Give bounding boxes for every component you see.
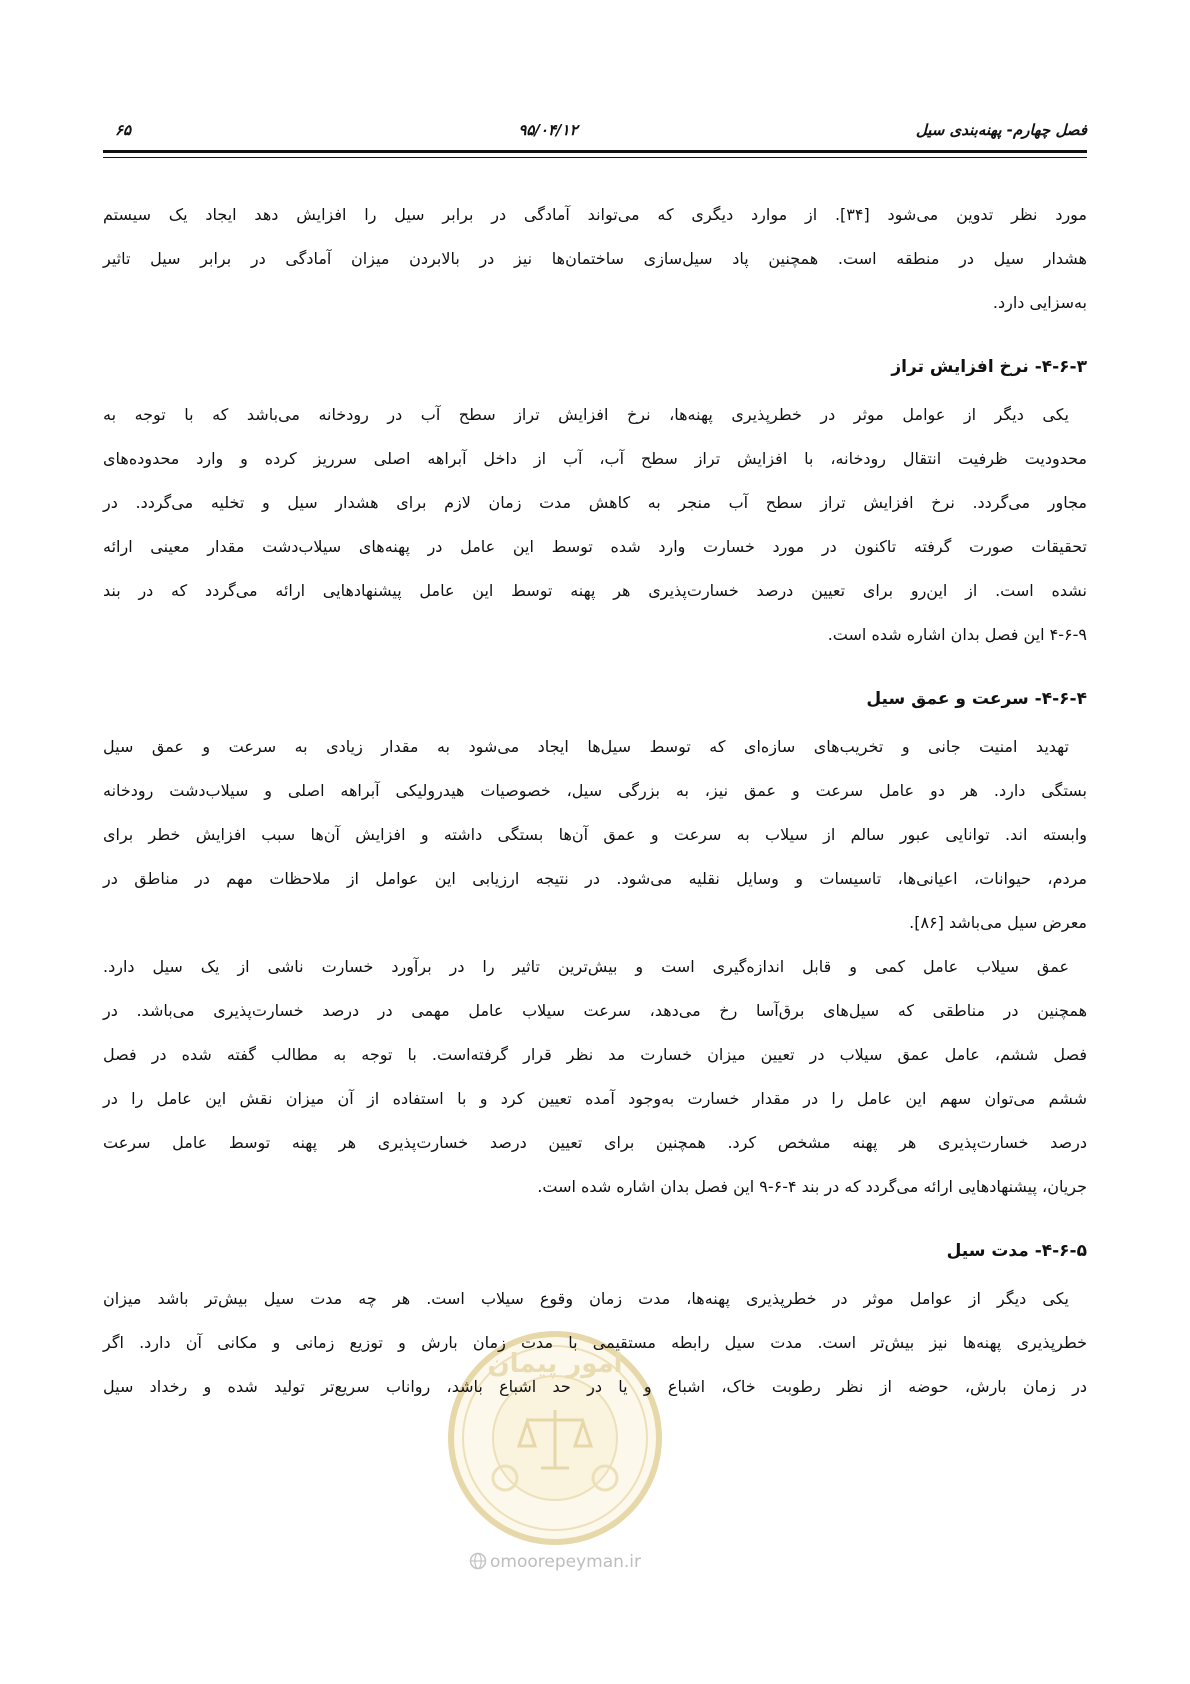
paragraph <box>103 945 1087 1209</box>
paragraph-line: تحقیقات صورت گرفته تاکنون در مورد خسارت وارد شده توسط این عامل در پهنه‌های سیلاب‌دشت مقدار معینی ارائه <box>103 537 1087 556</box>
paragraph-line: درصد خسارت‌پذیری هر پهنه مشخص کرد. همچنین برای تعیین درصد خسارت‌پذیری هر پهنه توسط عامل سرعت <box>103 1133 1087 1152</box>
header-rule-thick <box>103 150 1087 153</box>
site-url: omoorepeyman.ir <box>489 1552 642 1572</box>
paragraph-line: مردم، حیوانات، اعیانی‌ها، تاسیسات و وسایل نقلیه می‌شود. در نتیجه ارزیابی این عوامل از ملاحظات مهم در مناطق در <box>103 869 1087 888</box>
chapter-title: فصل چهارم- پهنه‌بندی سیل <box>915 121 1087 139</box>
paragraph-line: مورد نظر تدوین می‌شود [۳۴]. از موارد دیگری که می‌تواند آمادگی در برابر سیل را افزایش دهد ایجاد یک سیستم <box>103 205 1088 224</box>
paragraph <box>103 193 1087 325</box>
paragraph-line: هشدار سیل در منطقه است. همچنین پاد سیل‌سازی ساختمان‌ها نیز در بالابردن میزان آمادگی در برابر سیل تاثیر <box>103 249 1087 268</box>
paragraph-line: وابسته اند. توانایی عبور سالم از سیلاب به سرعت و عمق آن‌ها بستگی داشته و افزایش آن‌ها سبب افزایش خطر برای <box>103 825 1087 844</box>
paragraph-line: محدودیت ظرفیت انتقال رودخانه، با افزایش تراز سطح آب، آب از داخل آبراهه اصلی سرریز کرده و وارد محدوده‌های <box>103 449 1087 468</box>
page-number: ۶۵ <box>115 121 132 139</box>
paragraph-line: ۴-۶-۹ این فصل بدان اشاره شده است. <box>827 625 1087 644</box>
paragraph-line: در زمان بارش، حوضه از نظر رطوبت خاک، اشباع و یا در حد اشباع باشد، رواناب سریع‌تر تولید شده و رخداد سیل <box>103 1377 1087 1396</box>
section-heading: ۴-۶-۵- مدت سیل <box>946 1241 1087 1261</box>
paragraph-line: یکی دیگر از عوامل موثر در خطرپذیری پهنه‌ها، مدت زمان وقوع سیلاب است. هر چه مدت سیل بیش‌تر باشد میزان <box>103 1289 1069 1308</box>
paragraph-line: ششم می‌توان سهم این عامل را در مقدار خسارت به‌وجود آمده تعیین کرد و با استفاده از آن میزان نقش این عامل را در <box>103 1089 1087 1108</box>
globe-icon <box>469 1552 487 1570</box>
seal-lettering: امور پیمان <box>487 1349 623 1379</box>
paragraph-line: به‌سزایی دارد. <box>992 293 1087 312</box>
paragraph-line: فصل ششم، عامل عمق سیلاب در تعیین میزان خسارت مد نظر قرار گرفته‌است. با توجه به مطالب گفته شده در فصل <box>103 1045 1087 1064</box>
header-rule-thin <box>103 157 1087 158</box>
paragraph-line: مجاور می‌گردد. نرخ افزایش تراز سطح آب منجر به کاهش مدت زمان لازم برای هشدار سیل و تخلیه می‌گردد. در <box>103 493 1087 512</box>
paragraph-line: جریان، پیشنهادهایی ارائه می‌گردد که در بند ۴-۶-۹ این فصل بدان اشاره شده است. <box>537 1177 1087 1196</box>
paragraph <box>103 393 1087 657</box>
paragraph-line: خطرپذیری پهنه‌ها نیز بیش‌تر است. مدت سیل رابطه مستقیمی با مدت زمان بارش و توزیع زمانی و مکانی آن دارد. اگر <box>103 1333 1087 1352</box>
header-date: ۹۵/۰۴/۱۲ <box>518 121 578 139</box>
paragraph-line: یکی دیگر از عوامل موثر در خطرپذیری پهنه‌ها، نرخ افزایش تراز سطح آب در رودخانه می‌باشد که با توجه به <box>103 405 1069 424</box>
paragraph <box>103 1277 1087 1409</box>
page-header <box>103 116 1087 144</box>
watermark-site <box>440 1548 670 1576</box>
section-heading: ۴-۶-۴- سرعت و عمق سیل <box>866 689 1087 709</box>
page-body <box>103 193 1087 1409</box>
section-heading: ۴-۶-۳- نرخ افزایش تراز <box>891 357 1087 377</box>
paragraph-line: معرض سیل می‌باشد [۸۶]. <box>909 913 1087 932</box>
paragraph-line: عمق سیلاب عامل کمی و قابل اندازه‌گیری است و بیش‌ترین تاثیر را در برآورد خسارت ناشی از یک سیل دارد. <box>103 957 1069 976</box>
paragraph-line: بستگی دارد. هر دو عامل سرعت و عمق نیز، به بزرگی سیل، خصوصیات هیدرولیکی آبراهه اصلی و سیلاب‌دشت رودخانه <box>103 781 1087 800</box>
paragraph-line: تهدید امنیت جانی و تخریب‌های سازه‌ای که توسط سیل‌ها ایجاد می‌شود به مقدار زیادی به سرعت و عمق سیل <box>103 737 1069 756</box>
paragraph-line: همچنین در مناطقی که سیل‌های برق‌آسا رخ می‌دهد، سرعت سیلاب عامل مهمی در درصد خسارت‌پذیری می‌باشد. در <box>103 1001 1087 1020</box>
paragraph-line: نشده است. از این‌رو برای تعیین درصد خسارت‌پذیری هر پهنه توسط این عامل پیشنهادهایی ارائه می‌گردد که در بند <box>103 581 1087 600</box>
paragraph <box>103 725 1087 945</box>
